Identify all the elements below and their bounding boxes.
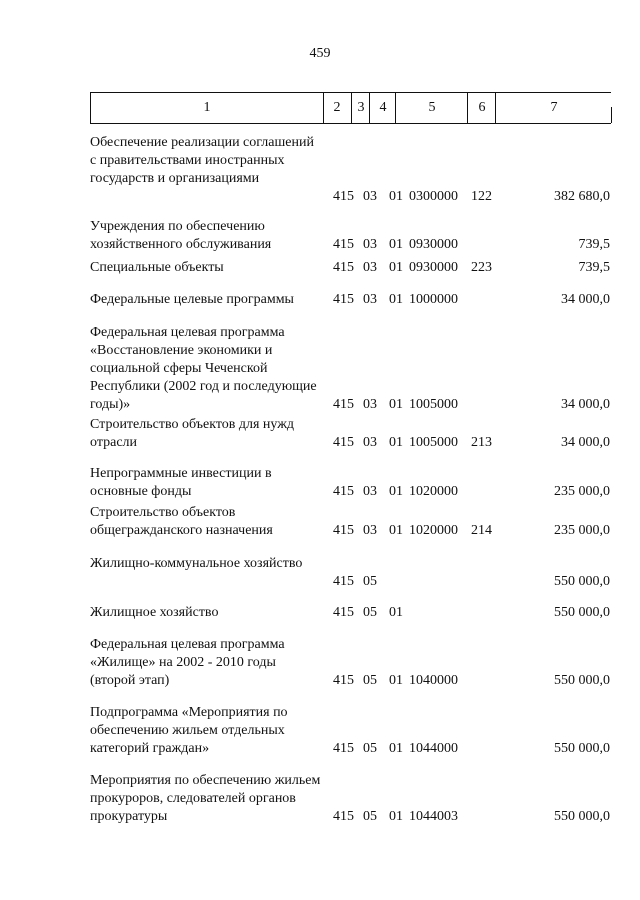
cell-article: 0930000 — [409, 260, 458, 275]
cell-article: 1005000 — [409, 397, 458, 412]
cell-section: 05 — [363, 673, 377, 688]
cell-subsection: 01 — [389, 435, 403, 450]
cell-subsection: 01 — [389, 189, 403, 204]
table-row — [0, 504, 640, 540]
cell-amount: 550 000,0 — [554, 673, 610, 688]
cell-amount: 235 000,0 — [554, 484, 610, 499]
table-row — [0, 465, 640, 501]
table-row — [0, 218, 640, 254]
cell-amount: 550 000,0 — [554, 741, 610, 756]
cell-subsection: 01 — [389, 673, 403, 688]
cell-type: 122 — [471, 189, 492, 204]
table-row — [0, 704, 640, 758]
row-label: Мероприятия по обеспечению жильем прокуроров, следователей органов прокуратуры — [90, 773, 321, 824]
cell-code: 415 — [333, 741, 354, 756]
cell-section: 05 — [363, 741, 377, 756]
header-cell: 6 — [469, 93, 496, 123]
header-cell: 4 — [371, 93, 396, 123]
cell-code: 415 — [333, 189, 354, 204]
cell-code: 415 — [333, 237, 354, 252]
cell-article: 1040000 — [409, 673, 458, 688]
cell-section: 05 — [363, 574, 377, 589]
cell-subsection: 01 — [389, 741, 403, 756]
page-number: 459 — [309, 46, 331, 61]
row-label: Учреждения по обеспечению хозяйственного обслуживания — [90, 219, 272, 252]
cell-subsection: 01 — [389, 523, 403, 538]
row-label: Подпрограмма «Мероприятия по обеспечению жильем отдельных категорий граждан» — [90, 705, 288, 756]
cell-article: 1020000 — [409, 484, 458, 499]
row-label: Федеральная целевая программа «Восстановление экономики и социальной сферы Чеченской Республики (2002 год и последующие годы)» — [90, 325, 317, 412]
table-row — [0, 259, 640, 277]
cell-code: 415 — [333, 292, 354, 307]
cell-amount: 235 000,0 — [554, 523, 610, 538]
row-label: Жилищно-коммунальное хозяйство — [90, 556, 303, 571]
cell-amount: 550 000,0 — [554, 605, 610, 620]
header-cell: 5 — [397, 93, 468, 123]
cell-subsection: 01 — [389, 292, 403, 307]
cell-amount: 550 000,0 — [554, 574, 610, 589]
table-row — [0, 416, 640, 452]
table-row — [0, 636, 640, 690]
row-label: Обеспечение реализации соглашений с правительствами иностранных государств и организациями — [90, 135, 314, 186]
header-cell: 1 — [91, 93, 324, 123]
column-header-row — [90, 92, 611, 124]
cell-section: 03 — [363, 435, 377, 450]
row-label: Строительство объектов для нужд отрасли — [90, 417, 295, 450]
table-row — [0, 134, 640, 206]
cell-amount: 550 000,0 — [554, 809, 610, 824]
cell-section: 03 — [363, 237, 377, 252]
row-label: Специальные объекты — [90, 260, 224, 275]
cell-subsection: 01 — [389, 605, 403, 620]
header-cell: 3 — [353, 93, 370, 123]
row-label: Федеральная целевая программа «Жилище» на 2002 - 2010 годы (второй этап) — [90, 637, 285, 688]
header-cell: 2 — [323, 93, 352, 123]
cell-section: 03 — [363, 189, 377, 204]
cell-code: 415 — [333, 809, 354, 824]
cell-type: 223 — [471, 260, 492, 275]
cell-section: 03 — [363, 397, 377, 412]
cell-section: 03 — [363, 484, 377, 499]
cell-amount: 34 000,0 — [561, 435, 610, 450]
cell-code: 415 — [333, 484, 354, 499]
cell-code: 415 — [333, 574, 354, 589]
cell-subsection: 01 — [389, 260, 403, 275]
cell-code: 415 — [333, 673, 354, 688]
cell-code: 415 — [333, 397, 354, 412]
cell-section: 05 — [363, 605, 377, 620]
cell-code: 415 — [333, 605, 354, 620]
cell-code: 415 — [333, 523, 354, 538]
cell-article: 1005000 — [409, 435, 458, 450]
header-cell: 7 — [497, 93, 611, 123]
cell-subsection: 01 — [389, 484, 403, 499]
cell-article: 1044003 — [409, 809, 458, 824]
cell-article: 1000000 — [409, 292, 458, 307]
row-label: Жилищное хозяйство — [90, 605, 219, 620]
cell-article: 0300000 — [409, 189, 458, 204]
cell-amount: 34 000,0 — [561, 397, 610, 412]
cell-article: 0930000 — [409, 237, 458, 252]
cell-section: 03 — [363, 292, 377, 307]
row-label: Федеральные целевые программы — [90, 292, 294, 307]
cell-article: 1044000 — [409, 741, 458, 756]
cell-subsection: 01 — [389, 397, 403, 412]
cell-type: 213 — [471, 435, 492, 450]
table-row — [0, 291, 640, 309]
cell-subsection: 01 — [389, 237, 403, 252]
cell-code: 415 — [333, 435, 354, 450]
cell-section: 03 — [363, 260, 377, 275]
cell-section: 03 — [363, 523, 377, 538]
table-row — [0, 604, 640, 622]
row-label: Строительство объектов общегражданского назначения — [90, 505, 273, 538]
cell-amount: 739,5 — [578, 237, 610, 252]
cell-section: 05 — [363, 809, 377, 824]
row-label: Непрограммные инвестиции в основные фонды — [90, 466, 272, 499]
cell-type: 214 — [471, 523, 492, 538]
cell-amount: 739,5 — [578, 260, 610, 275]
cell-amount: 34 000,0 — [561, 292, 610, 307]
cell-amount: 382 680,0 — [554, 189, 610, 204]
table-row — [0, 555, 640, 591]
cell-subsection: 01 — [389, 809, 403, 824]
table-row — [0, 772, 640, 826]
cell-code: 415 — [333, 260, 354, 275]
table-row — [0, 324, 640, 414]
cell-article: 1020000 — [409, 523, 458, 538]
